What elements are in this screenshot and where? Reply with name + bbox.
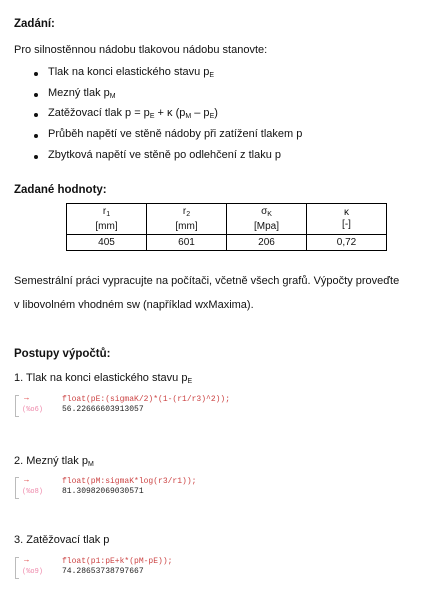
cell-bracket [15,477,19,499]
values-table [66,203,387,251]
table-header-cell: κ [-] [307,204,387,235]
table-header-cell: $r_2$ [mm] [147,204,227,235]
bullet-item: Zbytková napětí ve stěně po odlehčení z tlaku p [48,149,281,161]
maxima-output: 56.22666603913057 [62,405,144,414]
maxima-input: float(pE:(sigmaK/2)*(1-(r1/r3)^2)); [62,395,231,404]
bullet-dot [34,113,38,117]
bullet-item: Tlak na konci elastického stavu $p_E$ [48,66,215,79]
bullet-dot [34,134,38,138]
table-cell: 405 [67,235,147,251]
heading-postupy: Postupy výpočtů: [14,348,111,360]
input-arrow-icon: → [24,394,29,403]
bullet-dot [34,155,38,159]
maxima-input: float(pM:sigmaK*log(r3/r1)); [62,477,197,486]
input-arrow-icon: → [24,556,29,565]
input-arrow-icon: → [24,476,29,485]
table-header-cell: $\sigma_K$ [Mpa] [227,204,307,235]
table-cell: 0,72 [307,235,387,251]
output-label: (%o8) [22,488,44,496]
heading-zadani: Zadání: [14,18,55,30]
table-cell: 601 [147,235,227,251]
bullet-item: Zatěžovací tlak $p = p_E + \kappa$ $(p_M - p_E)$ [48,107,218,120]
step-3-title: 3. Zatěžovací tlak p [14,534,110,546]
heading-zadane-hodnoty: Zadané hodnoty: [14,184,107,196]
table-cell: 206 [227,235,307,251]
maxima-output: 81.30982069030571 [62,487,144,496]
maxima-input: float(p1:pE+k*(pM-pE)); [62,557,173,566]
output-label: (%o9) [22,568,44,576]
maxima-output: 74.28653738797667 [62,567,144,576]
bullet-item: Průběh napětí ve stěně nádoby při zatížení tlakem p [48,128,303,140]
step-2-title: 2. Mezný tlak $p_M$ [14,455,94,468]
bullet-dot [34,93,38,97]
cell-bracket [15,557,19,579]
table-header-cell: $r_1$ [mm] [67,204,147,235]
bullet-dot [34,72,38,76]
cell-bracket [15,395,19,417]
intro-text: Pro silnostěnnou nádobu tlakovou nádobu stanovte: [14,44,268,56]
instructions-line-1: Semestrální práci vypracujte na počítači, včetně všech grafů. Výpočty proveďte [14,275,400,287]
output-label: (%o6) [22,406,44,414]
step-1-title: 1. Tlak na konci elastického stavu $p_E$ [14,372,193,385]
bullet-item: Mezný tlak $p_M$ [48,87,116,100]
instructions-line-2: v libovolném vhodném sw (například wxMaxima). [14,299,254,311]
